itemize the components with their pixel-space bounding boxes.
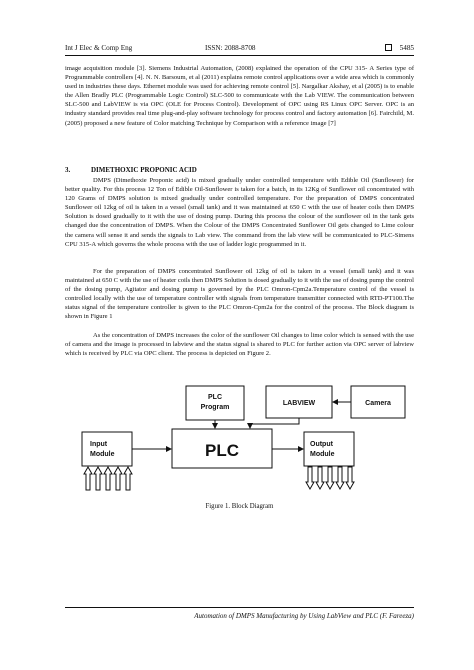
section-number: 3. xyxy=(65,166,71,174)
input-arrow-4 xyxy=(114,467,122,490)
labview-block xyxy=(266,386,332,418)
intro-paragraph: image acquisition module [3]. Siemens Industrial Automation, (2008) explained the operation of the CPU 315- A Series type of Programmable controllers [4]. N. N. Barsoum, et al (2011) explains remote control applications over a wide area which is commonly used in industries these days. Ethernet module was used for achieving remote control [5]. Nargalkar Akshay, et al (2005) is to enable the Allen Bradly PLC (Programmable Logic Control) SLC-500 to communicate with the Lab VIEW. The communication between SLC-500 and LabVIEW is via OPC (OLE for Process Control). Development of OPC using RS Linux OPC Server. OPC is an industry standard provides real time plug-and-play software technology for process control and factory automation [6]. Fairchild, M. (2005) proposed a new feature of Color matching Technique by Comparison with a reference image [7] xyxy=(65,65,414,127)
output-arrow-1 xyxy=(306,467,314,489)
camera-block xyxy=(351,386,405,418)
journal-name: Int J Elec & Comp Eng xyxy=(65,44,133,52)
plc-label: PLC xyxy=(205,441,239,460)
plc-program-label-1: PLC xyxy=(208,394,222,401)
plc-block xyxy=(172,429,272,468)
footer-rule xyxy=(65,607,414,608)
input-arrow-1 xyxy=(84,467,92,490)
arrow-labview-to-plc xyxy=(250,418,299,428)
input-arrow-3 xyxy=(104,467,112,490)
output-module-block xyxy=(304,432,354,466)
input-module-block xyxy=(82,432,132,466)
input-arrow-2 xyxy=(94,467,102,490)
section-title: DIMETHOXIC PROPONIC ACID xyxy=(91,166,197,174)
dmps-paragraph-3: As the concentration of DMPS increases the color of the sunflower Oil changes to lime color which is sensed with the use of camera and the image is processed in labview and the status signal is shared to PLC for further action via OPC server of labview which is received by PLC via OPC client. The process is depicted on Figure 2. xyxy=(65,332,414,358)
output-arrow-4 xyxy=(336,467,344,489)
running-footer: Automation of DMPS Manufacturing by Using LabView and PLC (F. Fareeza) xyxy=(194,612,414,620)
dmps-paragraph-2: For the preparation of DMPS concentrated Sunflower oil 12kg of oil is taken in a vessel (small tank) and it was maintained at 650 C with the use of heater coils then DMPS Solution is dosed gradually to it with the use of dosing pump the control of the dosing pump, Agitator and dosing pump is governed by the PLC Omron-Cpm2a.Temperature control of the vessel is controlled locally with the use of temperature controller with signals from temperature transmitter connected with RTD-PT100.The status signal of the temperature controller is given to the PLC Omron-Cpm2a for the control of the process. The Block diagram is shown in Figure 1 xyxy=(65,268,414,321)
output-module-label-1: Output xyxy=(310,441,333,448)
figure-caption: Figure 1. Block Diagram xyxy=(205,503,274,510)
dmps-paragraph-1: DMPS (Dimethoxie Proponic acid) is mixed gradually under controlled temperature with Edible Oil (Sunflower) for better quality. For this process 12 Ton of Edible Oil-Sunflower is taken for a batch, in its 12Kg of Sunflower oil concentrated with 120 Grams of DMPS solution is mixed gradually under controlled temperature. For the preparation of DMPS concentrated Sunflower oil 12kg of oil is taken in a vessel (small tank) and it was maintained at 650 C with the use of heater coils then DMPS Solution is dosed gradually to it with the use of dosing pump. During this process the colour of the sunflower oil in the tank gets changed due the concentration of DMPS. When the Colour of the DMPS Concentrated Sunflower Oil gets changed to Lime colour the camera will sense it and sends the signals to Lab view. The command from the lab view will be communicated to PLC-Simens CPU 315-A which governs the whole process with the use of ladder logic programmed in it. xyxy=(65,177,414,248)
output-arrow-3 xyxy=(326,467,334,489)
input-module-label-1: Input xyxy=(90,441,108,448)
plc-program-block xyxy=(186,386,244,420)
labview-label: LABVIEW xyxy=(282,400,316,407)
output-module-label-2: Module xyxy=(310,451,335,458)
issn: ISSN: 2088-8708 xyxy=(205,44,256,52)
input-arrow-5 xyxy=(124,467,132,490)
output-arrow-5 xyxy=(346,467,354,489)
input-module-label-2: Module xyxy=(90,451,115,458)
plc-program-label-2: Program xyxy=(200,404,230,411)
input-signal-arrows xyxy=(84,467,132,490)
page-number: 5485 xyxy=(399,44,414,52)
output-arrow-2 xyxy=(316,467,324,489)
output-signal-arrows xyxy=(306,467,354,489)
camera-label: Camera xyxy=(365,400,391,407)
